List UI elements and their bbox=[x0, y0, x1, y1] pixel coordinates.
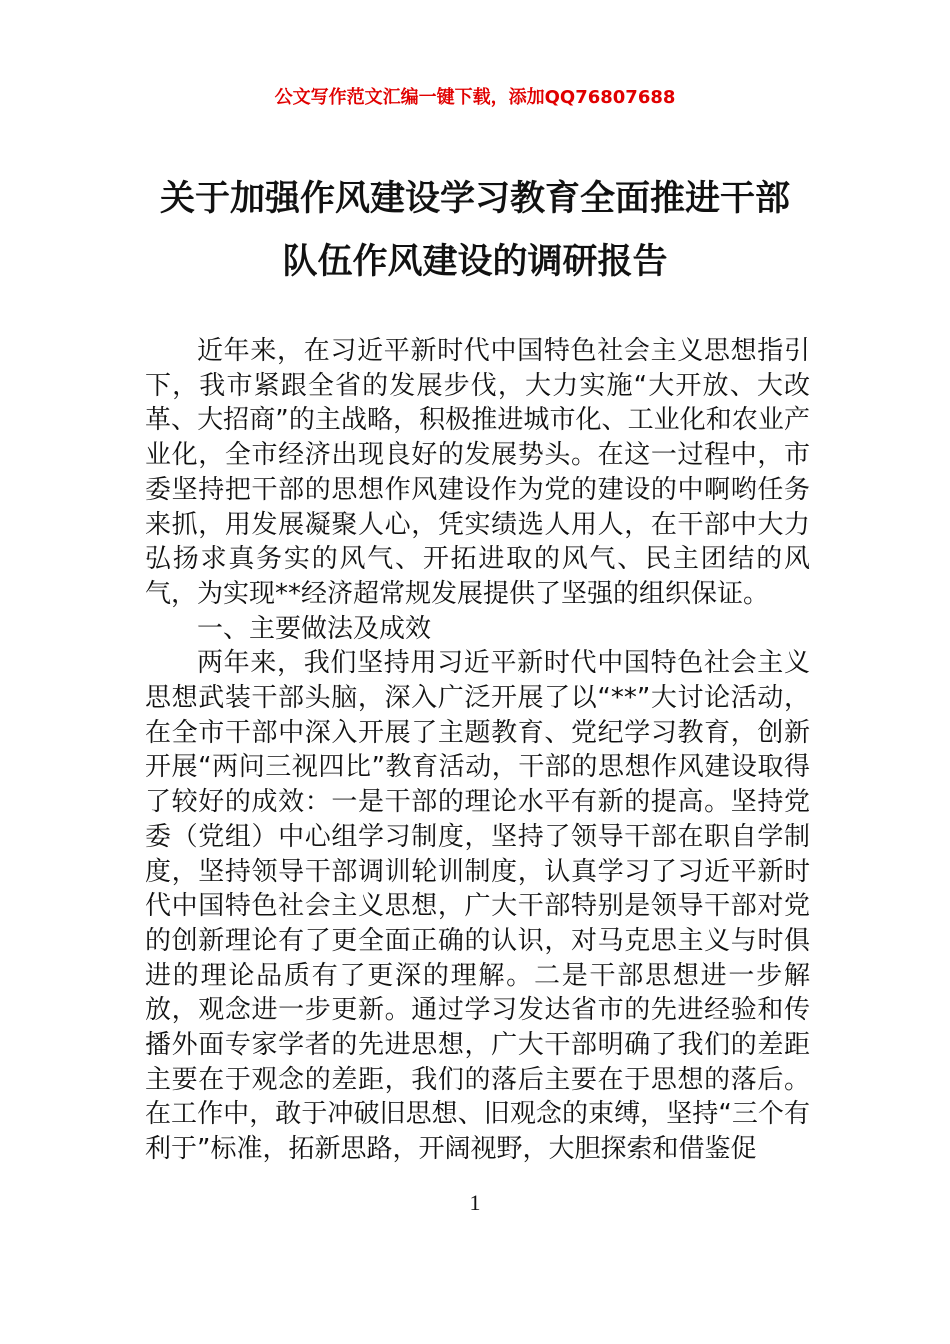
section-heading: 一、主要做法及成效 bbox=[197, 613, 432, 644]
download-banner: 公文写作范文汇编一键下载，添加QQ76807688 bbox=[274, 87, 676, 108]
title-line-2: 队伍作风建设的调研报告 bbox=[282, 242, 668, 282]
paragraph-intro: 近年来，在习近平新时代中国特色社会主义思想指引下，我市紧跟全省的发展步伐，大力实施“大开放、大改革、大招商”的主战略，积极推进城市化、工业化和农业产业化，全市经济出现良好的发展势头。在这一过程中，市委坚持把干部的思想作风建设作为党的建设的中啊哟任务来抓，用发展凝聚人心，凭实绩选人用人，在干部中大力弘扬求真务实的风气、开拓进取的风气、民主团结的风气，为实现**经济超常规发展提供了坚强的组织保证。 bbox=[145, 336, 810, 609]
document-title bbox=[0, 168, 950, 294]
paragraph-practices: 两年来，我们坚持用习近平新时代中国特色社会主义思想武装干部头脑，深入广泛开展了以“**”大讨论活动，在全市干部中深入开展了主题教育、党纪学习教育，创新开展“两问三视四比”教育活动，干部的思想作风建设取得了较好的成效：一是干部的理论水平有新的提高。坚持党委（党组）中心组学习制度，坚持了领导干部在职自学制度，坚持领导干部调训轮训制度，认真学习了习近平新时代中国特色社会主义思想，广大干部特别是领导干部对党的创新理论有了更全面正确的认识，对马克思主义与时俱进的理论品质有了更深的理解。二是干部思想进一步解放，观念进一步更新。通过学习发达省市的先进经验和传播外面专家学者的先进思想，广大干部明确了我们的差距主要在于观念的差距，我们的落后主要在于思想的落后。在工作中，敢于冲破旧思想、旧观念的束缚，坚持“三个有利于”标准，拓新思路，开阔视野，大胆探索和借鉴促 bbox=[145, 648, 810, 1165]
title-line-1: 关于加强作风建设学习教育全面推进干部 bbox=[159, 179, 790, 219]
document-body bbox=[145, 334, 810, 1167]
page-number: 1 bbox=[469, 1190, 481, 1215]
